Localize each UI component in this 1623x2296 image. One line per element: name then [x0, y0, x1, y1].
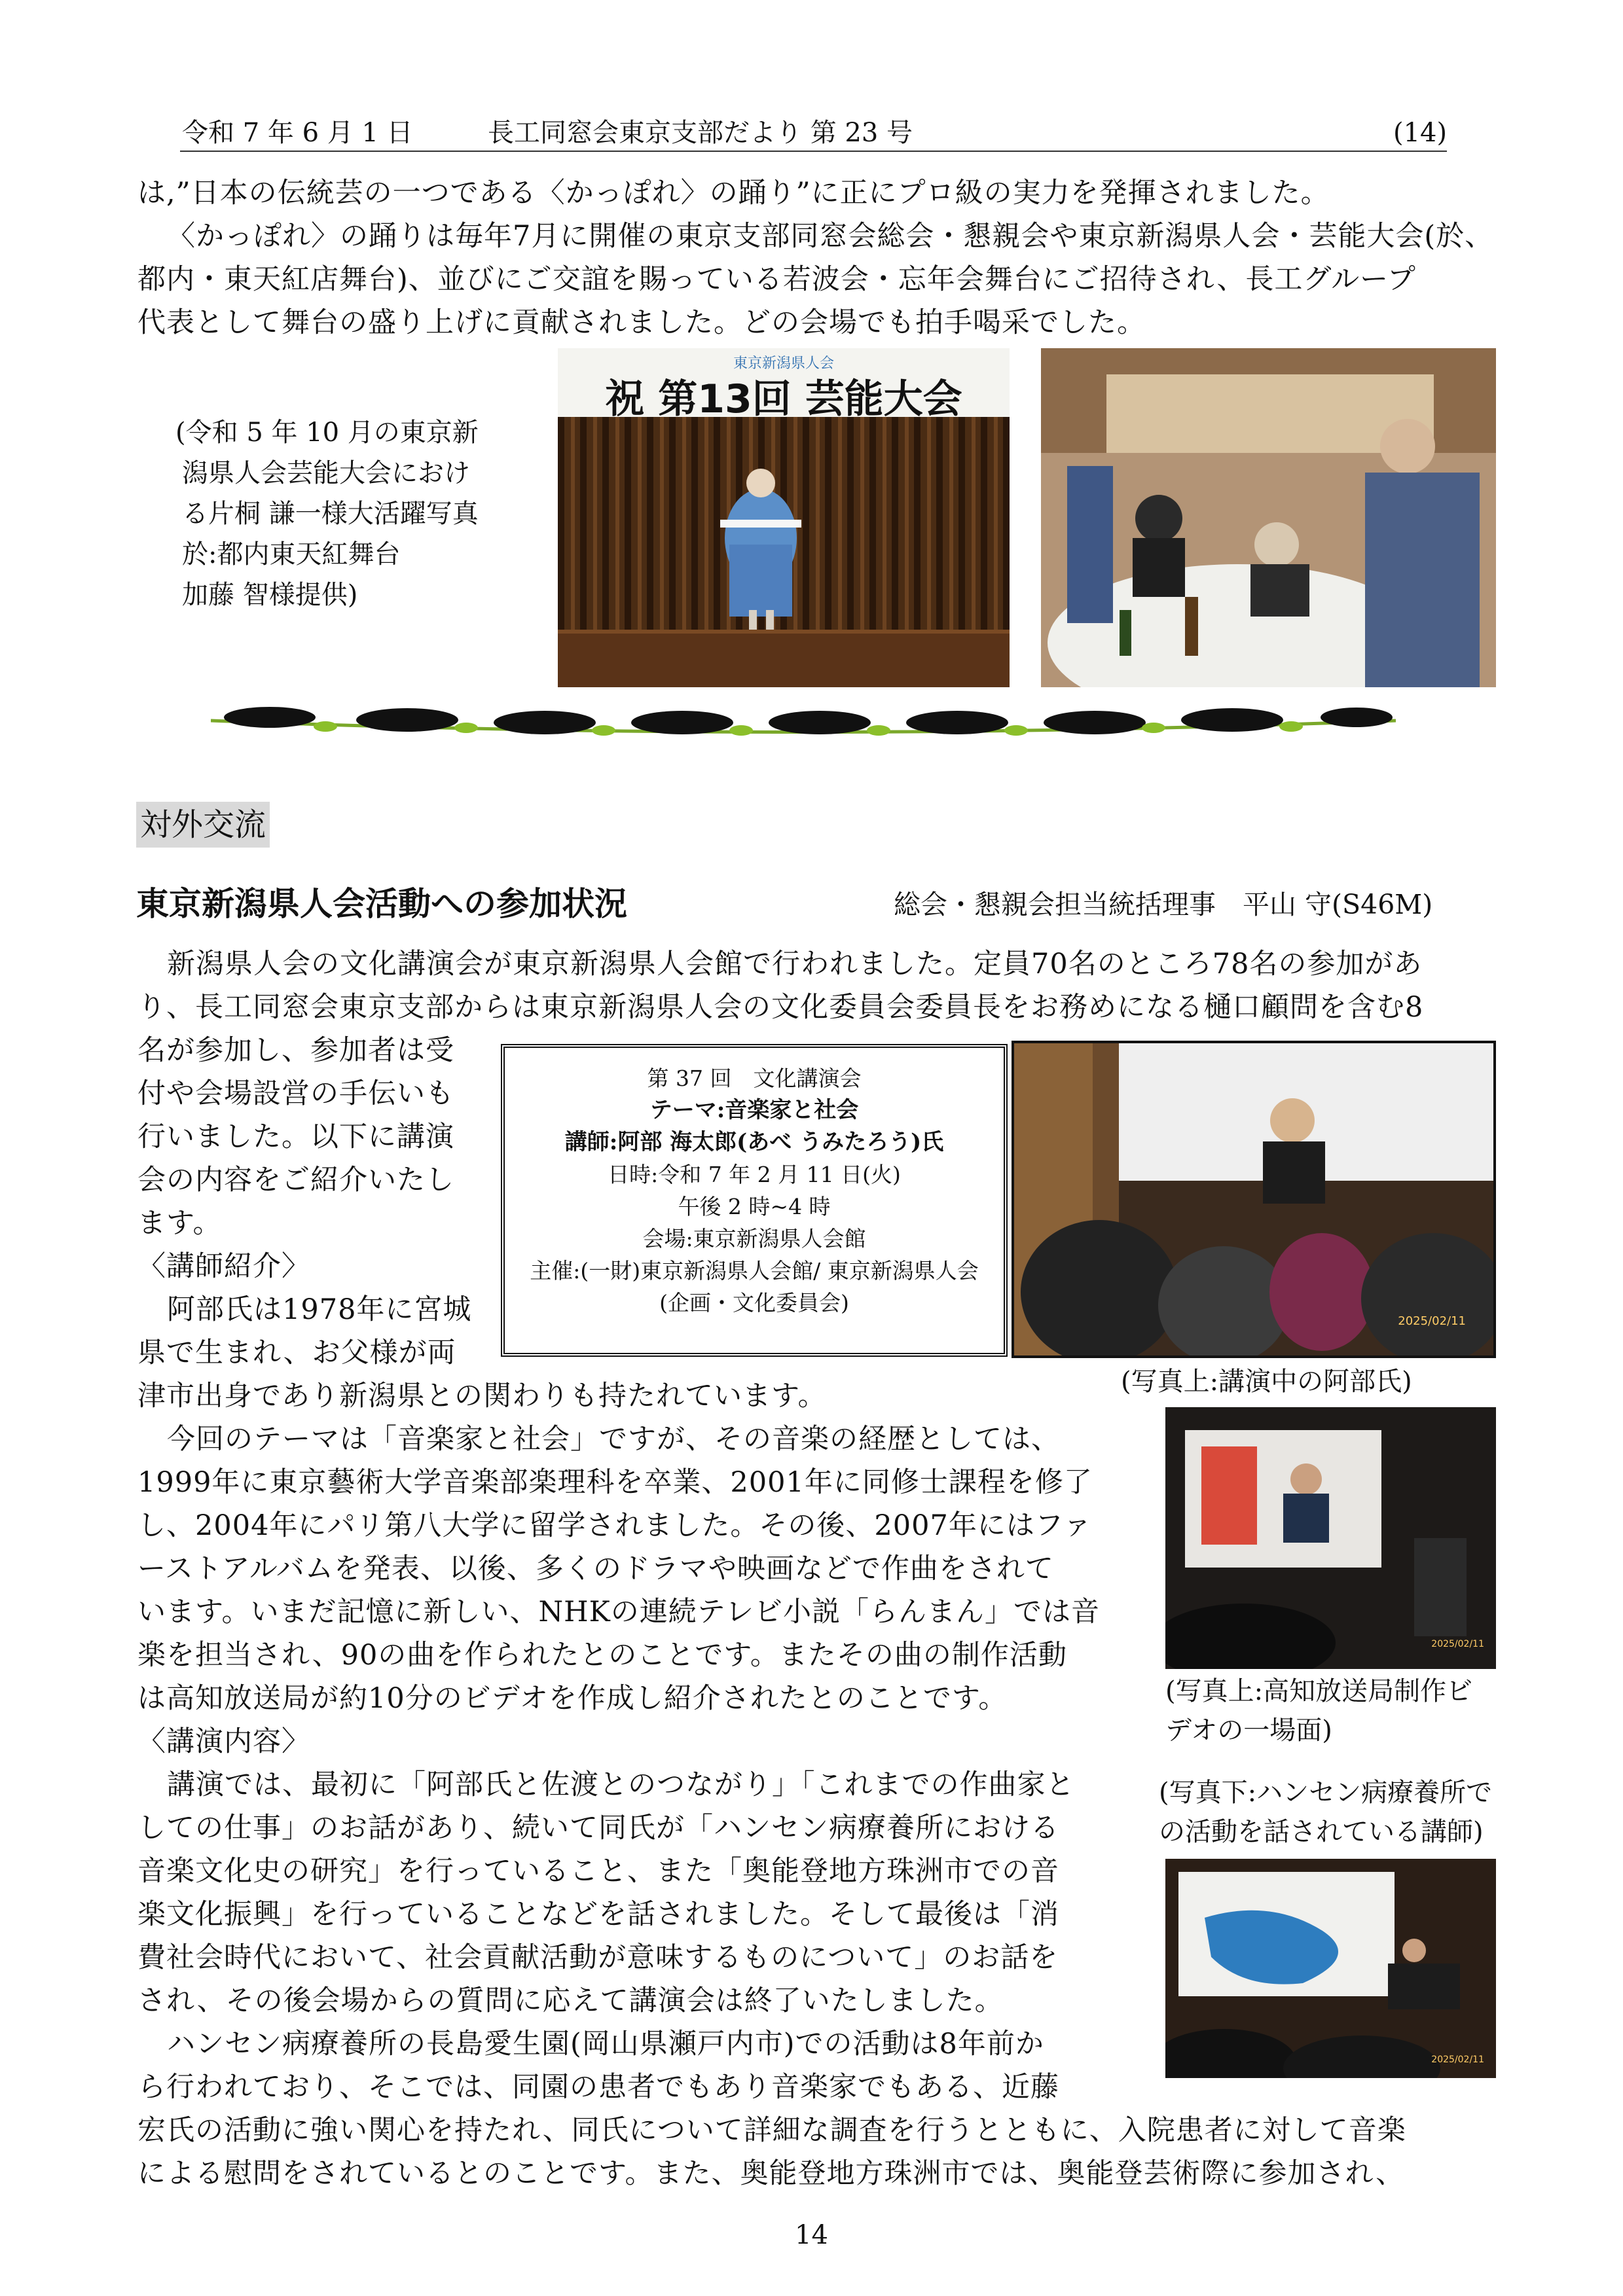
hansen-caption-line-1: (写真下:ハンセン病療養所で: [1159, 1778, 1493, 1808]
header-rule: [180, 151, 1447, 152]
bio-line-7: 楽を担当され、90の曲を作られたとのことです。またその曲の制作活動: [137, 1639, 1067, 1672]
video-caption-line-2: デオの一場面): [1165, 1715, 1332, 1746]
lecture-box-speaker: 講師:阿部 海太郎(あべ うみたろう)氏: [564, 1129, 944, 1155]
article-title: 東京新潟県人会活動への参加状況: [136, 885, 627, 923]
header-newsletter-title: 長工同窓会東京支部だより 第 23 号: [488, 118, 913, 148]
bio-line-2: 今回のテーマは「音楽家と社会」ですが、その音楽の経歴としては、: [167, 1423, 1060, 1456]
bio-line-17: ら行われており、そこでは、同園の患者でもあり音楽家でもある、近藤: [137, 2071, 1059, 2104]
closing-line-2: による慰問をされているとのことです。また、奥能登地方珠洲市では、奥能登芸術際に参加され、: [137, 2157, 1405, 2190]
lecture-box-time: 午後 2 時~4 時: [678, 1194, 831, 1219]
lecture-box-venue: 会場:東京新潟県人会館: [642, 1226, 866, 1251]
intro-line-3: 都内・東天紅店舞台)、並びにご交誼を賜っている若波会・忘年会舞台にご招待され、長工グループ: [137, 263, 1416, 296]
section-label: 対外交流: [136, 802, 270, 848]
photo1-caption-line-1: (令和 5 年 10 月の東京新: [175, 418, 479, 448]
bio-line-12: 音楽文化史の研究」を行っていること、また「奥能登地方珠洲市での音: [137, 1855, 1059, 1888]
article-author: 総会・懇親会担当統括理事 平山 守(S46M): [894, 889, 1433, 920]
bio-line-8: は高知放送局が約10分のビデオを作成し紹介されたとのことです。: [137, 1682, 1008, 1715]
intro-line-2: 〈かっぽれ〉の踊りは毎年7月に開催の東京支部同窓会総会・懇親会や東京新潟県人会・芸能大会(於、: [167, 220, 1494, 253]
header-date: 令和 7 年 6 月 1 日: [182, 118, 413, 148]
bio-line-6: います。いまだ記憶に新しい、NHKの連続テレビ小説「らんまん」では音: [137, 1596, 1100, 1628]
lecture-photo-stamp: 2025/02/11: [1398, 1314, 1466, 1328]
bio-line-1: 津市出身であり新潟県との関わりも持たれています。: [137, 1380, 827, 1412]
video-caption-line-1: (写真上:高知放送局制作ビ: [1165, 1676, 1473, 1706]
left-col-line-7: 阿部氏は1978年に宮城: [167, 1293, 472, 1326]
banner-top-text: 東京新潟県人会: [733, 355, 834, 372]
left-col-line-2: 付や会場設営の手伝いも: [137, 1077, 454, 1110]
bio-line-4: し、2004年にパリ第八大学に留学されました。その後、2007年にはファ: [137, 1509, 1093, 1542]
bio-line-3: 1999年に東京藝術大学音楽部楽理科を卒業、2001年に同修士課程を修了: [137, 1466, 1093, 1499]
lecture-photo-caption: (写真上:講演中の阿部氏): [1121, 1367, 1412, 1397]
photo1-caption-line-3: る片桐 謙一様大活躍写真: [182, 499, 479, 529]
left-col-heading-speaker: 〈講師紹介〉: [137, 1250, 310, 1283]
lecture-box-organizer-note: (企画・文化委員会): [659, 1290, 849, 1316]
video-photo-stamp: 2025/02/11: [1431, 1639, 1484, 1649]
article-line-1: 新潟県人会の文化講演会が東京新潟県人会館で行われました。定員70名のところ78名の参加があ: [167, 948, 1423, 980]
left-col-line-5: ます。: [137, 1207, 222, 1240]
bio-line-11: しての仕事」のお話があり、続いて同氏が「ハンセン病療養所における: [137, 1812, 1059, 1844]
article-line-2: り、長工同窓会東京支部からは東京新潟県人会の文化委員会委員長をお務めになる樋口顧問を含む8: [137, 991, 1424, 1024]
closing-line-1: 宏氏の活動に強い関心を持たれ、同氏について詳細な調査を行うとともに、入院患者に対して音楽: [137, 2114, 1406, 2147]
lecture-photo: [1012, 1041, 1496, 1358]
bio-line-10: 講演では、最初に「阿部氏と佐渡とのつながり」「これまでの作曲家と: [167, 1768, 1075, 1801]
photo1-caption-line-2: 潟県人会芸能大会におけ: [182, 458, 470, 488]
banner-main-text: 祝 第13回 芸能大会: [605, 376, 962, 422]
page-number: 14: [795, 2220, 828, 2250]
hansen-photo-stamp: 2025/02/11: [1431, 2054, 1484, 2065]
lecture-box-organizer: 主催:(一財)東京新潟県人会館/ 東京新潟県人会: [530, 1258, 979, 1283]
left-col-line-4: 会の内容をご紹介いたし: [137, 1164, 454, 1196]
lecture-info-box: [501, 1044, 1008, 1357]
intro-line-1: は,”日本の伝統芸の一つである〈かっぽれ〉の踊り”に正にプロ級の実力を発揮されました。: [137, 177, 1330, 209]
bio-line-15: され、その後会場からの質問に応えて講演会は終了いたしました。: [137, 1984, 1004, 2017]
lecture-box-date: 日時:令和 7 年 2 月 11 日(火): [608, 1162, 901, 1187]
hansen-caption-line-2: の活動を話されている講師): [1159, 1817, 1484, 1847]
header-page-label: (14): [1393, 118, 1448, 148]
left-col-line-1: 名が参加し、参加者は受: [137, 1034, 454, 1067]
intro-line-4: 代表として舞台の盛り上げに貢献されました。どの会場でも拍手喝采でした。: [137, 306, 1146, 339]
lecture-box-edition: 第 37 回 文化講演会: [647, 1066, 862, 1091]
kappore-stage-photo: [558, 348, 1010, 687]
photo1-caption-line-4: 於:都内東天紅舞台: [182, 539, 401, 569]
bio-line-14: 費社会時代において、社会貢献活動が意味するものについて」のお話を: [137, 1941, 1059, 1974]
banquet-photo: [1041, 348, 1496, 687]
lecture-box-theme: テーマ:音楽家と社会: [649, 1097, 859, 1123]
bio-line-13: 楽文化振興」を行っていることなどを話されました。そして最後は「消: [137, 1898, 1059, 1931]
hansen-talk-photo: [1165, 1859, 1496, 2078]
photo1-caption-line-5: 加藤 智様提供): [182, 580, 358, 610]
ornament-divider: [211, 694, 1396, 747]
bio-line-16: ハンセン病療養所の長島愛生園(岡山県瀬戸内市)での活動は8年前か: [167, 2028, 1044, 2060]
left-col-line-3: 行いました。以下に講演: [137, 1121, 454, 1153]
video-scene-photo: [1165, 1407, 1496, 1669]
lecture-content-heading: 〈講演内容〉: [137, 1725, 310, 1758]
left-col-line-8: 県で生まれ、お父様が両: [137, 1336, 456, 1369]
bio-line-5: ーストアルバムを発表、以後、多くのドラマや映画などで作曲をされて: [137, 1552, 1054, 1585]
